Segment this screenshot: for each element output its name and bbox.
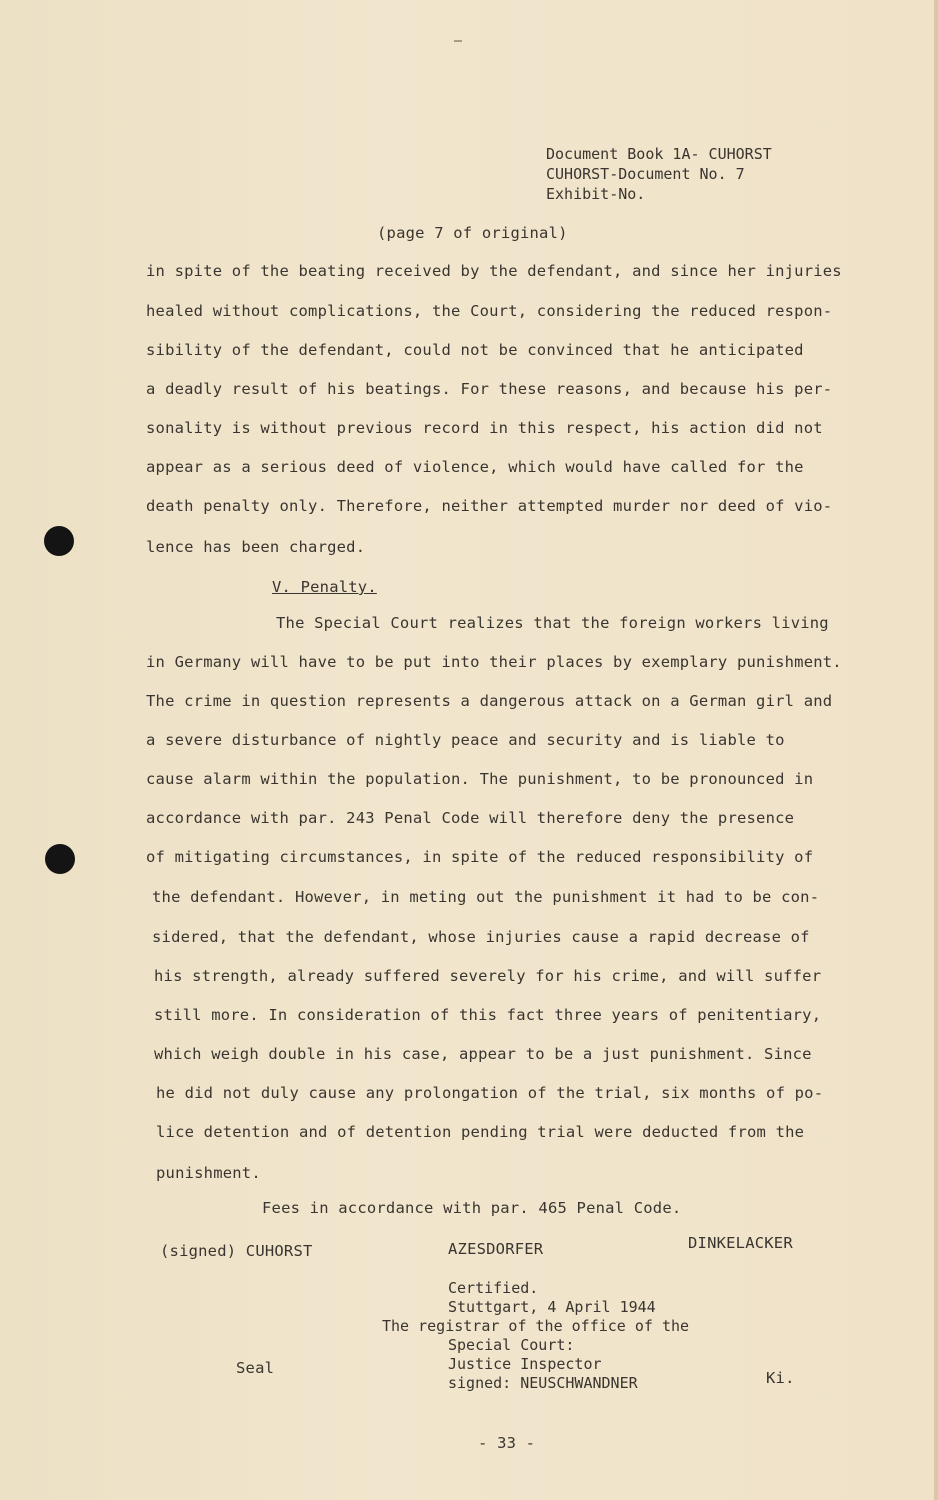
cert-registrar: The registrar of the office of the xyxy=(382,1317,690,1335)
body-line: The crime in question represents a dangerous attack on a German girl and xyxy=(146,692,833,710)
punch-hole-upper xyxy=(44,526,74,556)
body-line: his strength, already suffered severely for his crime, and will suffer xyxy=(154,967,822,985)
document-header xyxy=(546,144,772,204)
body-line: a severe disturbance of nightly peace and security and is liable to xyxy=(146,731,785,749)
header-line-exhibit: Exhibit-No. xyxy=(546,185,646,203)
header-line-book: Document Book 1A- CUHORST xyxy=(546,145,772,163)
body-line: healed without complications, the Court, considering the reduced respon- xyxy=(146,302,833,320)
signature-dinkelacker: DINKELACKER xyxy=(688,1234,793,1252)
body-line: he did not duly cause any prolongation of the trial, six months of po- xyxy=(156,1084,824,1102)
body-line: lence has been charged. xyxy=(146,538,366,556)
seal-label: Seal xyxy=(236,1359,275,1377)
body-line: a deadly result of his beatings. For these reasons, and because his per- xyxy=(146,380,833,398)
body-line: The Special Court realizes that the foreign workers living xyxy=(276,614,829,632)
body-line: sonality is without previous record in this respect, his action did not xyxy=(146,419,823,437)
body-line: which weigh double in his case, appear to be a just punishment. Since xyxy=(154,1045,812,1063)
body-line: the defendant. However, in meting out the punishment it had to be con- xyxy=(152,888,820,906)
cert-certified: Certified. xyxy=(448,1279,539,1297)
body-line: in spite of the beating received by the defendant, and since her injuries xyxy=(146,262,842,280)
page-number: - 33 - xyxy=(478,1434,536,1452)
punch-hole-lower xyxy=(45,844,75,874)
cert-place-date: Stuttgart, 4 April 1944 xyxy=(448,1298,656,1316)
body-line: punishment. xyxy=(156,1164,261,1182)
body-line: cause alarm within the population. The punishment, to be pronounced in xyxy=(146,770,814,788)
body-line: of mitigating circumstances, in spite of the reduced responsibility of xyxy=(146,848,814,866)
initials: Ki. xyxy=(766,1369,795,1387)
section-heading-penalty: V. Penalty. xyxy=(272,578,377,596)
body-line: appear as a serious deed of violence, which would have called for the xyxy=(146,458,804,476)
body-line: sibility of the defendant, could not be convinced that he anticipated xyxy=(146,341,804,359)
body-line: death penalty only. Therefore, neither attempted murder nor deed of vio- xyxy=(146,497,833,515)
page-reference: (page 7 of original) xyxy=(377,224,568,242)
cert-title: Justice Inspector xyxy=(448,1355,602,1373)
signature-cuhorst: (signed) CUHORST xyxy=(160,1242,313,1260)
header-line-document: CUHORST-Document No. 7 xyxy=(546,165,745,183)
body-line: accordance with par. 243 Penal Code will therefore deny the presence xyxy=(146,809,795,827)
top-mark xyxy=(454,40,462,42)
body-line: sidered, that the defendant, whose injuries cause a rapid decrease of xyxy=(152,928,810,946)
certification-block xyxy=(382,1279,689,1393)
fees-line: Fees in accordance with par. 465 Penal Code. xyxy=(262,1199,682,1217)
cert-court: Special Court: xyxy=(448,1336,575,1354)
body-line: lice detention and of detention pending trial were deducted from the xyxy=(156,1123,805,1141)
signature-azesdorfer: AZESDORFER xyxy=(448,1240,544,1258)
body-line: still more. In consideration of this fact three years of penitentiary, xyxy=(154,1006,822,1024)
page-edge xyxy=(934,0,938,1500)
cert-signed: signed: NEUSCHWANDNER xyxy=(448,1374,638,1392)
body-line: in Germany will have to be put into their places by exemplary punishment. xyxy=(146,653,842,671)
